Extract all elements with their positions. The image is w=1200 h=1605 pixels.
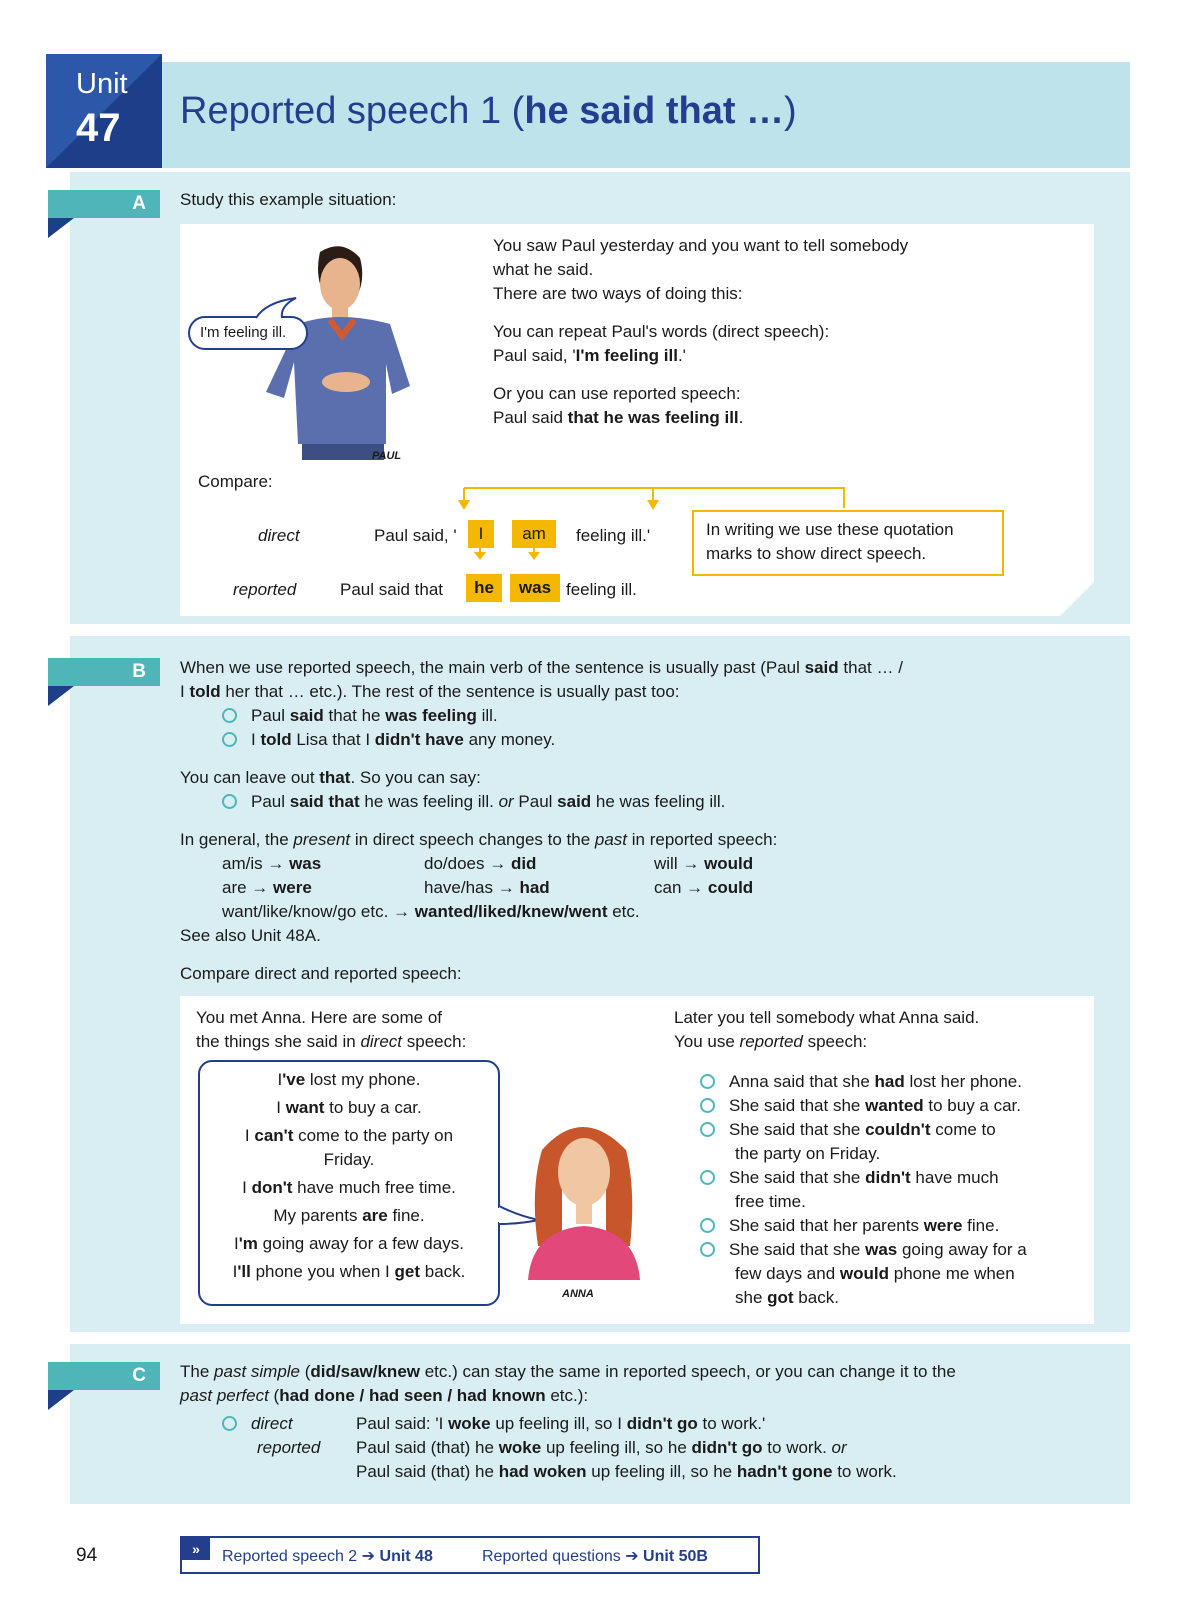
tense-have-has: have/has → had bbox=[424, 878, 550, 897]
a-reported-pre: Paul said that bbox=[340, 580, 444, 599]
anna-illustration bbox=[512, 1110, 652, 1280]
link-reported-questions[interactable]: Reported questions ➔ Unit 50B bbox=[482, 1548, 708, 1565]
section-b-tab-fold bbox=[48, 686, 74, 706]
tense-can: can → could bbox=[654, 878, 754, 897]
paul-bubble-tail bbox=[250, 296, 310, 320]
reported-4-cont: free time. bbox=[735, 1192, 806, 1211]
page-title: Reported speech 1 (he said that …) bbox=[180, 90, 797, 132]
a-direct-post: feeling ill.' bbox=[576, 526, 651, 545]
b-example-2: I told Lisa that I didn't have any money. bbox=[222, 728, 555, 752]
quote-3: I can't come to the party on bbox=[244, 1126, 454, 1145]
section-a-intro: Study this example situation: bbox=[180, 190, 397, 209]
a-para3-line2: Paul said that he was feeling ill. bbox=[493, 408, 744, 427]
quote-note-line1: In writing we use these quotation bbox=[706, 520, 954, 539]
a-reported-word-he: he bbox=[466, 574, 502, 602]
quote-7: I'll phone you when I get back. bbox=[232, 1262, 466, 1281]
quote-5: My parents are fine. bbox=[273, 1206, 425, 1225]
c-direct-label: direct bbox=[222, 1412, 293, 1436]
anna-quotes bbox=[200, 1068, 498, 1284]
paul-head bbox=[320, 258, 360, 310]
b-leave-out-that: You can leave out that. So you can say: bbox=[180, 768, 481, 787]
b-example-1: Paul said that he was feeling ill. bbox=[222, 704, 498, 728]
a-reported-post: feeling ill. bbox=[566, 580, 637, 599]
bullet-icon bbox=[222, 794, 237, 809]
b-see-also: See also Unit 48A. bbox=[180, 926, 321, 945]
reported-3: She said that she couldn't come to bbox=[700, 1118, 996, 1142]
reported-1: Anna said that she had lost her phone. bbox=[700, 1070, 1022, 1094]
reported-6: She said that she was going away for a bbox=[700, 1238, 1027, 1262]
section-a-tab-fold bbox=[48, 218, 74, 238]
arrow-i-he bbox=[474, 552, 486, 560]
reported-2: She said that she wanted to buy a car. bbox=[700, 1094, 1021, 1118]
a-direct-label: direct bbox=[258, 526, 300, 545]
title-bar bbox=[162, 62, 1130, 168]
quote-1: I've lost my phone. bbox=[277, 1070, 421, 1089]
reported-6-end: she got back. bbox=[735, 1288, 839, 1307]
a-para1-line2: what he said. bbox=[493, 260, 594, 279]
tense-will: will → would bbox=[654, 854, 754, 873]
bullet-icon bbox=[222, 1416, 237, 1431]
bullet-icon bbox=[700, 1218, 715, 1233]
c-reported-sentence-1: Paul said (that) he woke up feeling ill, so he didn't go to work. or bbox=[356, 1438, 847, 1457]
section-b-tab: B bbox=[48, 658, 160, 686]
bullet-icon bbox=[222, 732, 237, 747]
reported-3-cont: the party on Friday. bbox=[735, 1144, 881, 1163]
reported-6-cont: few days and would phone me when bbox=[735, 1264, 1015, 1283]
quote-3-cont: Friday. bbox=[323, 1150, 375, 1169]
reported-4: She said that she didn't have much bbox=[700, 1166, 999, 1190]
arrow-head-left bbox=[458, 500, 470, 510]
b-general-rule: In general, the present in direct speech changes to the past in reported speech: bbox=[180, 830, 778, 849]
a-reported-word-was: was bbox=[510, 574, 560, 602]
arrow-head-mid bbox=[647, 500, 659, 510]
tense-do-does: do/does → did bbox=[424, 854, 537, 873]
paul-illustration bbox=[190, 232, 450, 470]
tense-want-like: want/like/know/go etc. → wanted/liked/knew/went etc. bbox=[222, 902, 640, 921]
card-corner-cut bbox=[1060, 560, 1116, 616]
a-compare-label: Compare: bbox=[198, 472, 273, 491]
anna-face bbox=[558, 1138, 610, 1206]
bullet-icon bbox=[700, 1170, 715, 1185]
quote-note-line2: marks to show direct speech. bbox=[706, 544, 927, 563]
a-direct-word-i: I bbox=[468, 520, 494, 548]
a-para2-line1: You can repeat Paul's words (direct speech): bbox=[493, 322, 830, 341]
paul-hands bbox=[322, 372, 370, 392]
unit-number: 47 bbox=[76, 106, 121, 150]
b-example-3: Paul said that he was feeling ill. or Paul said he was feeling ill. bbox=[222, 790, 725, 814]
a-para1-line1: You saw Paul yesterday and you want to tell somebody bbox=[493, 236, 909, 255]
unit-label: Unit bbox=[76, 68, 128, 100]
paul-caption: PAUL bbox=[372, 450, 402, 462]
arrow-am-was bbox=[528, 552, 540, 560]
quote-2: I want to buy a car. bbox=[276, 1098, 422, 1117]
section-c-tab-fold bbox=[48, 1390, 74, 1410]
tense-am-is: am/is → was bbox=[222, 854, 322, 873]
a-direct-pre: Paul said, ' bbox=[374, 526, 457, 545]
section-c-tab: C bbox=[48, 1362, 160, 1390]
b-compare-intro: Compare direct and reported speech: bbox=[180, 964, 462, 983]
double-chevron-icon: » bbox=[182, 1538, 210, 1560]
page-number: 94 bbox=[76, 1545, 98, 1566]
quotation-marks-note bbox=[692, 510, 1004, 576]
tense-are: are → were bbox=[222, 878, 312, 897]
b-intro-line1: When we use reported speech, the main verb of the sentence is usually past (Paul said that … / bbox=[180, 658, 903, 677]
anna-intro-line2: the things she said in direct speech: bbox=[196, 1032, 467, 1051]
bullet-icon bbox=[222, 708, 237, 723]
c-intro-line2: past perfect (had done / had seen / had known etc.): bbox=[180, 1386, 589, 1405]
cross-reference-box bbox=[180, 1536, 760, 1574]
a-direct-word-am: am bbox=[512, 520, 556, 548]
anna-intro-line1: You met Anna. Here are some of bbox=[196, 1008, 443, 1027]
quote-6: I'm going away for a few days. bbox=[234, 1234, 464, 1253]
c-direct-sentence: Paul said: 'I woke up feeling ill, so I didn't go to work.' bbox=[356, 1414, 766, 1433]
unit-badge bbox=[46, 54, 162, 168]
reported-5: She said that her parents were fine. bbox=[700, 1214, 999, 1238]
a-para2-line2: Paul said, 'I'm feeling ill.' bbox=[493, 346, 686, 365]
a-para3-line1: Or you can use reported speech: bbox=[493, 384, 741, 403]
a-reported-label: reported bbox=[233, 580, 297, 599]
paul-bubble-text: I'm feeling ill. bbox=[200, 324, 287, 341]
section-a-tab: A bbox=[48, 190, 160, 218]
later-line2: You use reported speech: bbox=[674, 1032, 868, 1051]
a-para1-line3: There are two ways of doing this: bbox=[493, 284, 743, 303]
bullet-icon bbox=[700, 1242, 715, 1257]
later-line1: Later you tell somebody what Anna said. bbox=[674, 1008, 980, 1027]
c-intro-line1: The past simple (did/saw/knew etc.) can stay the same in reported speech, or you can change it to the bbox=[180, 1362, 956, 1381]
c-reported-sentence-2: Paul said (that) he had woken up feeling ill, so he hadn't gone to work. bbox=[356, 1462, 897, 1481]
bullet-icon bbox=[700, 1122, 715, 1137]
bullet-icon bbox=[700, 1074, 715, 1089]
b-intro-line2: I told her that … etc.). The rest of the sentence is usually past too: bbox=[180, 682, 680, 701]
anna-caption: ANNA bbox=[562, 1288, 594, 1300]
quote-4: I don't have much free time. bbox=[242, 1178, 456, 1197]
bullet-icon bbox=[700, 1098, 715, 1113]
c-reported-label: reported bbox=[257, 1438, 321, 1457]
link-reported-speech-2[interactable]: Reported speech 2 ➔ Unit 48 bbox=[222, 1548, 433, 1565]
